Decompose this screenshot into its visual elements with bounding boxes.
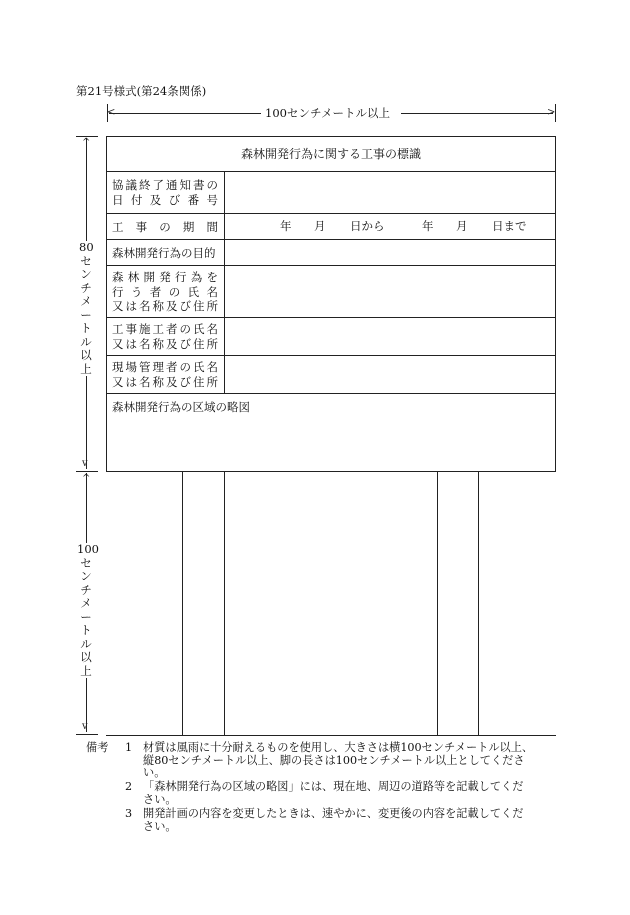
- label-column-divider: [224, 171, 225, 393]
- leg-height-tick-bottom: [76, 734, 98, 735]
- row-divider: [106, 355, 556, 356]
- arrow-left-icon: <: [107, 107, 116, 118]
- row-divider: [106, 171, 556, 172]
- sign-height-label: 80 セ ン チ メ ー ト ル 以 上: [79, 240, 94, 376]
- arrow-up-icon: ^: [82, 137, 91, 148]
- width-line-right: [401, 113, 553, 114]
- label-consultation: 協議終了通知書の 日付及び番号: [112, 178, 218, 207]
- note-1-number: 1: [125, 741, 133, 754]
- arrow-right-icon: >: [547, 107, 556, 118]
- notes-label: 備考: [86, 741, 109, 754]
- leg-left-outer: [182, 472, 183, 736]
- width-line-left: [109, 113, 261, 114]
- row-divider: [106, 239, 556, 240]
- leg-right-inner: [437, 472, 438, 736]
- label-period: 工事の期間: [112, 220, 218, 234]
- label-purpose: 森林開発行為の目的: [112, 246, 216, 260]
- note-3-number: 3: [125, 807, 133, 820]
- leg-right-outer: [478, 472, 479, 736]
- label-sketch: 森林開発行為の区域の略図: [112, 400, 250, 414]
- leg-left-inner: [224, 472, 225, 736]
- arrow-down-icon: v: [82, 721, 88, 732]
- leg-height-label: 100 セ ン チ メ ー ト ル 以 上: [77, 542, 99, 678]
- width-label: 100センチメートル以上: [265, 106, 390, 120]
- row-divider: [106, 317, 556, 318]
- sign-height-tick-bottom: [76, 471, 98, 472]
- arrow-down-icon: v: [82, 458, 88, 469]
- sign-title: 森林開発行為に関する工事の標識: [240, 147, 421, 161]
- note-2-number: 2: [125, 780, 133, 793]
- form-title: 第21号様式(第24条関係): [76, 84, 207, 98]
- label-developer: 森林開発行為を 行う者の氏名 又は名称及び住所: [112, 270, 218, 313]
- note-2: 「森林開発行為の区域の略図」には、現在地、周辺の道路等を記載してくだ さい。: [143, 780, 524, 806]
- label-contractor: 工事施工者の氏名 又は名称及び住所: [112, 322, 218, 351]
- row-divider: [106, 265, 556, 266]
- row-divider: [106, 213, 556, 214]
- row-divider: [106, 393, 556, 394]
- ground-line: [106, 735, 556, 736]
- arrow-up-icon: ^: [82, 473, 91, 484]
- note-3: 開発計画の内容を変更したときは、速やかに、変更後の内容を記載してくだ さい。: [143, 807, 524, 833]
- label-manager: 現場管理者の氏名 又は名称及び住所: [112, 360, 218, 389]
- note-1: 材質は風雨に十分耐えるものを使用し、大きさは横100センチメートル以上、 縦80センチメートル以上、脚の長さは100センチメートル以上としてくださ い。: [143, 741, 534, 779]
